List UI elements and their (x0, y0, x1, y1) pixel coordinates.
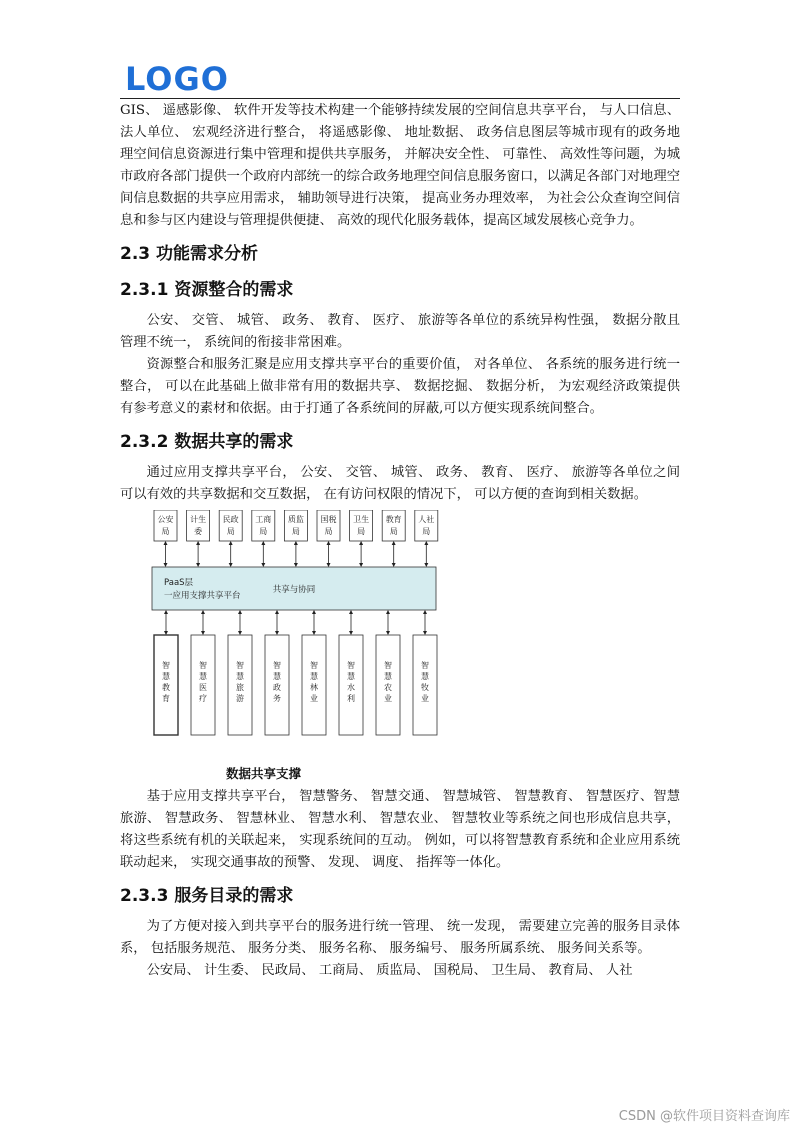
intro-paragraph: GIS、 遥感影像、 软件开发等技术构建一个能够持续发展的空间信息共享平台， 与人口信息、 法人单位、 宏观经济进行整合， 将遥感影像、 地址数据、 政务信息图层等城市现有的政务地理空间信息资源进行集中管理和提供共享服务， 并解决安全性、 可靠性、 高效性等问题，为城市政府各部门提供一个政府内部统一的综合政务地理空间信息服务窗口，以满足各部门对地理空间信息数据的共享应用需求， 辅助领导进行决策， 提高业务办理效率， 为社会公众查询空间信息和参与区内建设与管理提供便捷、 高效的现代化服务载体，提高区域发展核心竞争力。 (120, 103, 680, 228)
bottom-box-char: 智 (236, 661, 244, 670)
paragraph: 公安局、 计生委、 民政局、 工商局、 质监局、 国税局、 卫生局、 教育局、 人社 (146, 963, 633, 978)
document-body (120, 100, 680, 982)
top-box-label: 局 (259, 527, 268, 536)
bottom-box-char: 务 (273, 694, 281, 703)
top-box-label: 国税 (320, 515, 337, 524)
bottom-box-char: 育 (162, 694, 170, 703)
bottom-box-char: 农 (384, 683, 392, 692)
top-box-label: 局 (357, 527, 366, 536)
top-box-label: 卫生 (353, 515, 370, 524)
bottom-box-char: 智 (310, 661, 318, 670)
bottom-box-char: 智 (421, 661, 429, 670)
section-2-3-1-title: 2.3.1 资源整合的需求 (120, 280, 294, 300)
top-box-label: 质监 (287, 515, 304, 524)
top-box-label: 局 (389, 527, 398, 536)
diagram-svg (120, 510, 680, 760)
top-box-label: 局 (226, 527, 235, 536)
data-sharing-diagram (120, 510, 680, 760)
bottom-box-char: 教 (162, 683, 170, 692)
top-box-label: 人社 (418, 515, 435, 524)
bottom-box-char: 利 (347, 694, 355, 703)
platform-label: 一应用支撑共享平台 (164, 591, 241, 601)
bottom-box-char: 林 (310, 683, 318, 692)
bottom-box-char: 慧 (273, 672, 281, 681)
platform-label: PaaS层 (164, 578, 194, 588)
bottom-box-char: 政 (273, 683, 281, 692)
top-box-label: 公安 (157, 515, 174, 524)
figure-caption: 数据共享支撑 (226, 766, 302, 781)
top-box-label: 委 (194, 527, 203, 536)
bottom-box-char: 业 (310, 694, 318, 703)
top-box-label: 计生 (190, 515, 207, 524)
bottom-box-char: 旅 (236, 683, 244, 692)
paragraph: 公安、 交管、 城管、 政务、 教育、 医疗、 旅游等各单位的系统异构性强， 数据分散且管理不统一， 系统间的衔接非常困难。 (120, 313, 680, 350)
top-box-label: 局 (324, 527, 333, 536)
watermark: CSDN @软件项目资料查询库 (618, 1109, 790, 1124)
header-divider (120, 98, 680, 99)
section-2-3-3-title: 2.3.3 服务目录的需求 (120, 886, 294, 906)
bottom-box-char: 智 (347, 661, 355, 670)
bottom-box-char: 业 (384, 694, 392, 703)
top-box-label: 局 (422, 527, 431, 536)
logo-graphic (125, 62, 227, 94)
section-2-3-2-title: 2.3.2 数据共享的需求 (120, 432, 294, 452)
logo (125, 62, 227, 98)
top-box-label: 民政 (222, 515, 239, 524)
paragraph: 通过应用支撑共享平台， 公安、 交管、 城管、 政务、 教育、 医疗、 旅游等各单位之间可以有效的共享数据和交互数据， 在有访问权限的情况下， 可以方便的查询到相关数据。 (120, 465, 680, 502)
svg-text:LOGO: LOGO (125, 62, 227, 94)
platform-center-label: 共享与协同 (272, 585, 316, 595)
bottom-box-char: 慧 (421, 672, 429, 681)
bottom-box-char: 慧 (384, 672, 392, 681)
bottom-box-char: 智 (162, 661, 170, 670)
bottom-box-char: 医 (199, 683, 207, 692)
bottom-box-char: 游 (236, 694, 244, 703)
bottom-box-char: 慧 (199, 672, 207, 681)
bottom-box-char: 慧 (310, 672, 318, 681)
paragraph: 资源整合和服务汇聚是应用支撑共享平台的重要价值， 对各单位、 各系统的服务进行统一整合， 可以在此基础上做非常有用的数据共享、 数据挖掘、 数据分析， 为宏观经济政策提供有参考意义的素材和依据。由于打通了各系统间的屏蔽,可以方便实现系统间整合。 (120, 357, 680, 416)
bottom-box-char: 慧 (347, 672, 355, 681)
bottom-box-char: 智 (384, 661, 392, 670)
paragraph: 基于应用支撑共享平台， 智慧警务、 智慧交通、 智慧城管、 智慧教育、 智慧医疗、智慧旅游、 智慧政务、 智慧林业、 智慧水利、 智慧农业、 智慧牧业等系统之间也形成信息共享， 将这些系统有机的关联起来， 实现系统间的互动。 例如，可以将智慧教育系统和企业应用系统联动起来， 实现交通事故的预警、 发现、 调度、 指挥等一体化。 (120, 789, 680, 870)
bottom-box-char: 疗 (199, 694, 207, 703)
bottom-box-char: 慧 (236, 672, 244, 681)
bottom-box-char: 水 (347, 683, 355, 692)
top-box-label: 工商 (255, 515, 272, 524)
paragraph: 为了方便对接入到共享平台的服务进行统一管理、 统一发现， 需要建立完善的服务目录体系， 包括服务规范、 服务分类、 服务名称、 服务编号、 服务所属系统、 服务间关系等。 (120, 919, 680, 956)
top-box-label: 局 (161, 527, 170, 536)
top-box-label: 局 (291, 527, 300, 536)
bottom-box-char: 智 (273, 661, 281, 670)
bottom-box-char: 慧 (162, 672, 170, 681)
section-2-3-title: 2.3 功能需求分析 (120, 244, 259, 264)
bottom-box-char: 智 (199, 661, 207, 670)
top-box-label: 教育 (385, 515, 402, 524)
bottom-box-char: 牧 (421, 683, 429, 692)
bottom-box-char: 业 (421, 694, 429, 703)
